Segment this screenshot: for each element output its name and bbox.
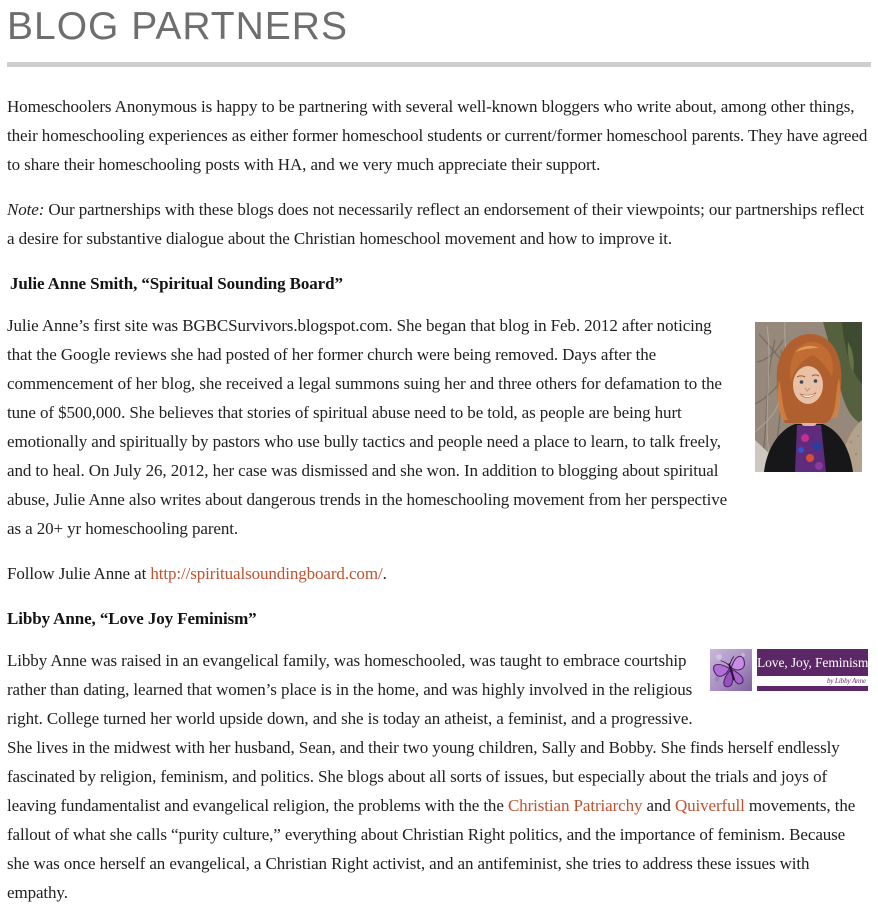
banner-title: Love, Joy, Feminism: [757, 649, 868, 677]
love-joy-feminism-banner[interactable]: [710, 649, 868, 691]
libby-section-heading: Libby Anne, “Love Joy Feminism”: [7, 609, 257, 628]
julie-bio-text: Julie Anne’s first site was BGBCSurvivors.blogspot.com. She began that blog in Feb. 2012 after noticing that the Google reviews she had posted of her former church were being removed. Days after the commencement of her blog, she received a legal summons suing her and three others for defamation to the tune of $500,000. She believes that stories of spiritual abuse need to be told, as people are being hurt emotionally and spiritually by pastors who use bully tactics and people need a place to learn, to talk freely, and to heal. On July 26, 2012, her case was dismissed and she won. In addition to blogging about spiritual abuse, Julie Anne also writes about dangerous trends in the homeschooling movement from her perspective as a 20+ yr homeschooling parent.: [7, 316, 728, 538]
follow-suffix: .: [382, 564, 387, 583]
julie-bio-paragraph: [7, 311, 871, 543]
libby-bio-part1: Libby Anne was raised in an evangelical family, was homeschooled, was taught to embrace courtship rather than dating, learned that women’s place is in the home, and was highly involved in the religious right. College turned her world upside down, and she is today an atheist, a feminist, and a progressive. She lives in the midwest with her husband, Sean, and their two young children, Sally and Bobby. She finds herself endlessly fascinated by religion, feminism, and politics. She blogs about all sorts of issues, but especially about the trials and joys of leaving fundamentalist and evangelical religion, the problems with the the: [7, 651, 840, 815]
julie-anne-portrait-photo: [755, 322, 862, 472]
spiritual-sounding-board-link[interactable]: http://spiritualsoundingboard.com/: [150, 564, 383, 583]
julie-follow-paragraph: [7, 559, 871, 588]
note-label: Note:: [7, 200, 45, 219]
christian-patriarchy-link[interactable]: Christian Patriarchy: [507, 796, 643, 815]
page-title: BLOG PARTNERS: [7, 5, 348, 48]
banner-bottom-bar: [757, 686, 868, 691]
note-text: Our partnerships with these blogs does not necessarily reflect an endorsement of their viewpoints; our partnerships reflect a desire for substantive dialogue about the Christian homeschool movement and how to improve it.: [7, 200, 865, 248]
libby-bio-paragraph: [7, 646, 871, 907]
banner-byline: by Libby Anne: [757, 677, 868, 686]
butterfly-icon: [710, 649, 752, 691]
note-paragraph: [7, 195, 871, 253]
follow-prefix: Follow Julie Anne at: [7, 564, 151, 583]
quiverfull-link[interactable]: Quiverfull: [674, 796, 745, 815]
libby-bio-mid: and: [642, 796, 675, 815]
julie-section-heading: Julie Anne Smith, “Spiritual Sounding Board”: [10, 274, 343, 293]
banner-textbox: [757, 649, 868, 691]
intro-paragraph: Homeschoolers Anonymous is happy to be partnering with several well-known bloggers who write about, among other things, their homeschooling experiences as either former homeschool students or current/former homeschool parents. They have agreed to share their homeschooling posts with HA, and we very much appreciate their support.: [7, 97, 868, 174]
title-divider: [7, 62, 871, 67]
libby-bio-part2: movements, the fallout of what she calls “purity culture,” everything about Christian Right politics, and the importance of feminism. Because she was once herself an evangelical, a Christian Right activist, and an antifeminist, she tries to address these issues with empathy.: [7, 796, 856, 902]
